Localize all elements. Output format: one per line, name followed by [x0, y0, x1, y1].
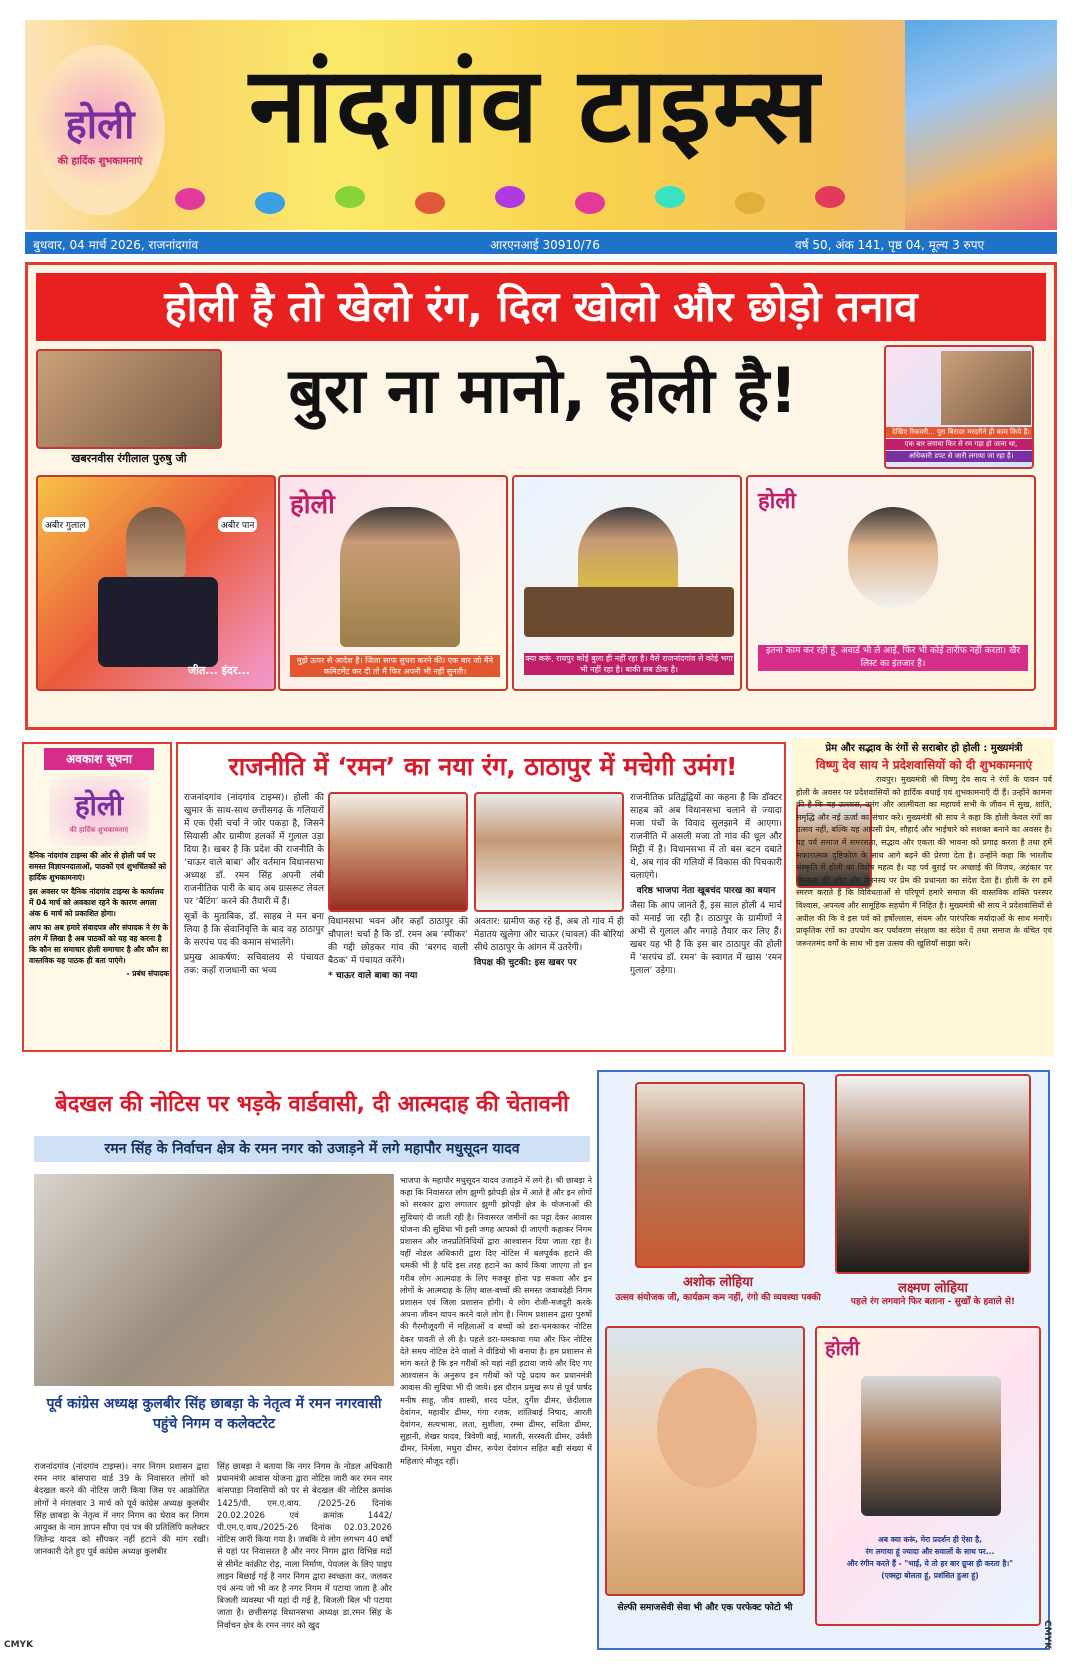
quote-line-4: (एक्स्ट्रा बोलता हूं, प्रशंसित हुआ हूं)	[881, 1571, 979, 1580]
quote-line-1: अब क्या करूं, मेरा प्रदर्शन ही ऐसा है,	[878, 1535, 982, 1544]
cm-headline: विष्णु देव साय ने प्रदेशवासियों को दी शुभकामनाएं	[815, 758, 1033, 772]
protest-photo	[34, 1174, 394, 1386]
color-splash-row	[165, 180, 905, 220]
notice-sign: - प्रबंध संपादक	[126, 969, 169, 978]
notice-body	[29, 850, 169, 979]
holi-logo-text: होली	[65, 102, 135, 148]
section-banner: होली है तो खेलो रंग, दिल खोलो और छोड़ो तनाव	[36, 273, 1046, 341]
holi-logo-sub: की हार्दिक शुभकामनाएं	[57, 156, 143, 167]
raman-mid3: अवतार: ग्रामीण कह रहे हैं, अब तो गांव में ही मेडातय खुलेगा और चाऊर (चावल) की बोरियां सीधे ठाठापुर के आंगन में उतरेंगी।	[474, 917, 624, 953]
card-3-caption: क्या करूं, रायपुर कोई बुला ही नहीं रहा है। वैसे राजनांदगांव से कोई भगा भी नहीं रहा है। बाकी सब ठीक है।	[525, 654, 733, 674]
raman-col-3	[474, 916, 624, 970]
raman-p2: सूत्रों के मुताबिक, डॉ. साहब ने मन बना लिया है कि सेवानिवृत्ति के बाद वह ठाठापुर के सरपंच पद की कमान संभालेंगे।	[184, 912, 324, 948]
meme-card-1	[36, 475, 276, 691]
politician-meme	[884, 345, 1034, 469]
notice-p3: आप का अब हमारे संवादपत्र और संपादक ने रंग के तरंग में लिखा है अब पाठकों को यह वह करना है कि कौन सा समाचार होली समाचार है और कौन सा वास्तविक यह पाठक ही बता पाएंगे।	[29, 923, 169, 965]
raman-mid1: विधानसभा भवन और कहाँ ठाठापुर की चौपाल! चर्चा है कि डॉ. रमन अब ‘स्पीकर’ की गद्दी छोड़कर गांव की ‘बरगद वाली बैठक’ में पंचायत करेंगे।	[328, 917, 468, 966]
raman-headline: राजनीति में ‘रमन’ का नया रंग, ठाठापुर में मचेगी उमंग!	[228, 752, 738, 781]
quote-card-holi: होली	[825, 1336, 860, 1360]
issue-date: बुधवार, 04 मार्च 2026, राजनांदगांव	[33, 238, 199, 252]
eviction-subhead: रमन सिंह के निर्वाचन क्षेत्र के रमन नगर को उजाड़ने में लगे महापौर मधुसूदन यादव	[34, 1136, 590, 1162]
selfie-cartoon	[605, 1326, 805, 1596]
laxman-lohia-caption: पहले रंग लगवाने फिर बताना - सुर्खों के हवाले से!	[850, 1297, 1016, 1307]
masthead	[25, 20, 1057, 230]
radha-krishna-image	[905, 20, 1057, 230]
card-1-caption: जीत... इंदर...	[188, 664, 250, 677]
holi-satire-section	[25, 262, 1057, 730]
raman-story	[176, 742, 786, 1052]
columnist-photo	[36, 349, 222, 449]
card-1-tag-2: अबीर पान	[218, 517, 257, 532]
card-4-caption: इतना काम कर रही हूं, अवार्ड भी ले आई, फिर भी कोई तारीफ नहीं करता। खैर लिस्ट का इंतजार है।	[758, 645, 1028, 671]
holi-quote-card	[815, 1326, 1041, 1626]
main-headline: बुरा ना मानो, होली है!	[288, 354, 798, 427]
card-1-tag-1: अबीर गुलाल	[42, 517, 89, 532]
meme-card-2	[278, 475, 508, 691]
notice-holi-text: होली	[74, 789, 124, 822]
eviction-col-2: सिंह छाबड़ा ने बताया कि नगर निगम के नोडल अधिकारी प्रधानमंत्री आवास योजना द्वारा नोटिस जारी कर रमन नगर बांसपाड़ा निवासियों को पर से बेदखल की नोटिस क्रमांक 1425/पी. एम.ए.वाय. /2025-26 दिनांक 20.02.2026 एवं क्रमांक 1442/पी.एम.ए.वाय./2025-26 दिनांक 02.03.2026 नोटिस जारी किया गया है। जबकि ये लोग लगभग 40 वर्षों से यहां पर निवासरत है और नगर निगम द्वारा विभिन्न मदों से सीमेंट कांक्रीट रोड़, नाला निर्माण, पेयजल के लिए पाइप लाइन बिछाई गई है नगर निगम द्वारा स्वच्छता कर, जलकर एवं अन्य जो भी कर है नगर निगम में पटाया जाता है और बिजली व्यवस्था भी यहां दी गई है, बिजली बिल भी पटाया जाता है। छत्तीसगढ़ विधानसभा अध्यक्ष डा.रमन सिंह के निर्वाचन क्षेत्र के रमन नगर को खुद	[217, 1461, 392, 1630]
raman-p1: राजनांदगांव (नांदगांव टाइम्स)। होली की खुमार के साथ-साथ छत्तीसगढ़ के गलियारों में एक ऐसी चर्चा ने जोर पकड़ा है, जिसने सियासी और ग्रामीण हलकों में गुलाल उड़ा दिया है। खबर है कि प्रदेश की राजनीति के ‘चाऊर वाले बाबा’ और वर्तमान विधानसभा अध्यक्ष डॉ. रमन सिंह अपनी लंबी राजनीतिक पारी के बाद अब ग्रासरूट लेवल पर ‘बैटिंग’ करने की तैयारी में हैं।	[184, 793, 324, 907]
meme-caption-2: एक बार लगाया फिर से रम गड़ा हो जाना था,	[886, 439, 1034, 450]
cm-greeting-story	[792, 738, 1054, 1056]
raman-mid2: * चाऊर वाले बाबा का नया	[328, 971, 418, 981]
eviction-headline: बेदखल की नोटिस पर भड़के वार्डवासी, दी आत्मदाह की चेतावनी	[55, 1092, 569, 1117]
lohia-satire-section	[597, 1070, 1050, 1650]
notice-holi-sub: की हार्दिक शुभकामनाएं	[69, 826, 129, 834]
dateline-bar	[25, 232, 1057, 254]
raman-subhead: वरिष्ठ भाजपा नेता खूबचंद पारख का बयान	[636, 886, 776, 896]
cmyk-mark-right: CMYK	[1042, 1620, 1052, 1650]
eviction-story	[28, 1070, 596, 1650]
raman-p4: राजनीतिक प्रतिद्वंद्वियों का कहना है कि डॉक्टर साहब को अब विधानसभा चलाने से ज्यादा मजा पंचों के विवाद सुलझाने में आएगा। राजनीति में असली मजा तो गांव की धूल और मिट्टी में है। विधानसभा में तो बस बटन दबाते थे, अब गांव की गलियों में विकास की पिचकारी चलाएंगे।	[630, 793, 782, 881]
ashok-lohia-caption: उत्सव संयोजक जी, कार्यक्रम कम नहीं, रंगो की व्यवस्था पक्की	[615, 1293, 821, 1303]
card-4-holi: होली	[758, 489, 796, 514]
raman-p5: जैसा कि आप जानते हैं, इस साल होली 4 मार्च को मनाई जा रही है। ठाठापुर के ग्रामीणों ने अभी से गुलाल और नगाड़े तैयार कर लिए हैं। खबर यह भी है कि इस बार ठाठापुर की होली में ‘सरपंच डॉ. रमन’ के स्वागत में खास ‘रमन गुलाल’ उड़ेगा।	[630, 901, 782, 976]
notice-holi-art	[49, 776, 149, 846]
quote-card-text	[823, 1534, 1037, 1582]
notice-p2: इस अवसर पर दैनिक नांदगांव टाइम्स के कार्यालय में 04 मार्च को अवकाश रहने के कारण अगला अंक 6 मार्च को प्रकाशित होगा।	[29, 887, 164, 918]
kharbachand-photo	[474, 792, 624, 912]
laxman-lohia-name: लक्ष्मण लोहिया	[898, 1281, 968, 1296]
raman-col-4	[630, 792, 782, 978]
newspaper-title: नांदगांव टाइम्स	[249, 44, 821, 166]
cm-body: रायपुर। मुख्यमंत्री श्री विष्णु देव साय ने रंगों के पावन पर्व होली के अवसर पर प्रदेशवासियों को हार्दिक बधाई एवं शुभकामनाएँ दी हैं। उन्होंने कामना की है कि यह उल्लास, उमंग और आत्मीयता का महापर्व सभी के जीवन में सुख, शांति, समृद्धि और नई ऊर्जा का संचार करे। मुख्यमंत्री श्री साय ने कहा कि होली केवल रंगों का उत्सव नहीं, बल्कि यह आपसी प्रेम, सौहार्द और भाईचारे को सशक्त बनाने का अवसर है। यह पर्व समाज में समरसता, सद्भाव और एकता की भावना को प्रगाढ़ करता है तथा हमें सकारात्मक दृष्टिकोण के साथ आगे बढ़ने की प्रेरणा देता है। उन्होंने कहा कि भारतीय संस्कृति में होली का विशेष महत्व है। यह पर्व बुराई पर अच्छाई की विजय, अहंकार पर विनम्रता की जीत और वैमनस्य पर प्रेम की प्रधानता का संदेश देता है। होली के रंग हमें स्मरण कराते हैं कि विविधताओं से परिपूर्ण हमारे समाज की वास्तविक शक्ति परस्पर विश्वास, अपनत्व और सामूहिक सहयोग में निहित है। मुख्यमंत्री श्री साय ने प्रदेशवासियों से अपील की कि वे इस पर्व को हर्षोल्लास, संयम और पारंपरिक मर्यादाओं के साथ मनाएँ। प्राकृतिक रंगों का उपयोग कर पर्यावरण संरक्षण का संदेश दें तथा समाज के वंचित एवं जरूरतमंद वर्गों के साथ भी इस उत्सव की खुशियाँ साझा करें।	[796, 775, 1052, 948]
notice-label: अवकाश सूचना	[44, 748, 154, 770]
cmyk-mark-left: CMYK	[4, 1640, 34, 1650]
card-2-caption: मुझे ऊपर से आदेश है। जिला साफ सुधरा करने की। एक बार जो मैंने कमिटमेंट कर दी तो मैं फिर अपनी भी नहीं सुनती।	[290, 655, 500, 677]
raman-mid4: विपक्ष की चुटकी: इस खबर पर	[474, 958, 577, 968]
meme-card-3	[512, 475, 742, 691]
notice-p1: दैनिक नांदगांव टाइम्स की ओर से होली पर्व पर समस्त विज्ञापनदाताओं, पाठकों एवं शुभचिंतकों को हार्दिक शुभकामनाएं।	[29, 851, 167, 882]
meme-caption-3: अधिकारी डपट से जारी लगाया जा रहा है।	[886, 451, 1034, 462]
eviction-col-1: राजनांदगांव (नांदगांव टाइम्स)। नगर निगम प्रशासन द्वारा रमन नगर बांसपारा वार्ड 39 के निवासरत लोगों को बेदखल करने की नोटिस जारी किया जिस पर आक्रोशित लोगों ने मंगलवार 3 मार्च को पूर्व कांग्रेस अध्यक्ष कुलबीर सिंह छाबड़ा के नेतृत्व में नगर निगम का घेराव कर निगम आयुक्त के नाम ज्ञापन सौंपा एवं पत्र की प्रतिलिपि कलेक्टर जितेन्द्र यादव को सौंपकर नहीं हटाने की मांग रखी। जानकारी देते हुए पूर्व कांग्रेस अध्यक्ष कुलबीर	[34, 1461, 209, 1557]
quote-line-2: रंग लगाया हूं ज्यादा और सवालों के साथ पर...	[865, 1547, 995, 1556]
quote-card-photo	[861, 1376, 1001, 1516]
ashok-lohia-photo	[635, 1082, 805, 1268]
ashok-lohia-name: अशोक लोहिया	[682, 1275, 753, 1290]
raman-p3: प्रमुख आकर्षण: सचिवालय से पंचायत तक: कहाँ राजधानी का भव्य	[184, 953, 324, 976]
meme-card-4	[746, 475, 1036, 691]
issue-info: वर्ष 50, अंक 141, पृष्ठ 04, मूल्य 3 रुपए	[795, 238, 985, 252]
card-2-holi: होली	[290, 490, 335, 520]
raman-singh-photo	[328, 792, 468, 912]
eviction-col-3: भाजपा के महापौर मधुसूदन यादव उजाड़ने में लगे है। श्री छाबड़ा ने कहा कि निवासरत लोग झुग्गी झोपड़ी क्षेत्र में आते है और इन लोगों को सरकार द्वारा लगातार झुग्गी झोपड़ी क्षेत्र के योजनाओं की सुविधाएं दी जाती रही है। निवासरत जमीनों का पट्टा देकर आवास योजना की सुविधा भी इसी जगह आपको दी जाएगी कहाकर निगम प्रशासन और जनप्रतिनिधियों द्वारा आश्वासन दिया जाता रहा है। वहीं नोडल अधिकारी द्वारा दिए नोटिस में बलपूर्वक हटाने की धमकी भी है यदि इस तरह हटाने का कार्य किया जाएगा तो इन गरीब लोग आत्मदाह के लिए मजबूर होना पड़ सकता और इन लोगों के आत्मदाह के लिए बाल-बच्चों की समस्त जवाबदेही निगम प्रशासन एवं जिला प्रशासन होगी। ये लोग रोजी-मजदूरी करके अपना जीवन यापन करने वाले लोग है। निगम प्रशासन द्वारा पुरुषों की गैरमौजूदगी में महिलाओं व बच्चों को डरा-धमकाकर नोटिस देकर पावती ले ली है। पहले डरा-धमकाया गया और फिर नोटिस देते समय नोटिस देने वालों ने वीडियो भी बनाया है। हम प्रशासन से मांग करते है कि इन गरीबों को यहां नहीं हटाया जाये और दिए गए आश्वासन के अनुरूप इन गरीबों को पट्टे प्रदाय कर प्रधानमंत्री आवास की सुविधा भी दी जाये। इस दौरान प्रमुख रूप से पूर्व पार्षद मनीष साहू, जीव शास्त्री, शरद पटेल, दुर्गेश ढीमर, छेदीलाल देवांगन, महावीर ढीमर, गंगा रजक, शांतिबाई निषाद, आरती देवांगन, सत्यभामा, लता, सुशीला, रम्भा ढीमर, सविता ढीमर, सुहानी, शेखर यादव, त्रिवेणी बाई, मालती, सरस्वती ढीमर, उर्वशी ढीमर, निर्मला, मधुरा ढीमर, रूपेश देवांगन सहित बड़ी संख्या में महिलाएं मौजूद रहीं।	[400, 1175, 592, 1466]
holiday-notice-box	[22, 742, 172, 1052]
cm-kicker: प्रेम और सद्भाव के रंगों से सराबोर हो होली : मुख्यमंत्री	[825, 743, 1023, 754]
laxman-lohia-photo	[835, 1074, 1031, 1274]
meme-caption-1: देखिए रिकवरी... पुरा बिरादर मरदरीने ही काम किये हैं।	[886, 427, 1034, 438]
quote-line-3: और रंगीन करते हैं - "भाई, ये तो हर बार ग्रुप्स ही करता है।"	[846, 1559, 1014, 1568]
raman-col-2	[328, 916, 468, 983]
columnist-caption: खबरनवीस रंगीलाल पुरुषु जी	[71, 452, 187, 465]
raman-col-1	[184, 792, 324, 978]
protest-photo-caption: पूर्व कांग्रेस अध्यक्ष कुलबीर सिंह छाबड़ा के नेतृत्व में रमन नगरवासी पहुंचे निगम व कलेक्टरेट	[46, 1396, 382, 1432]
rni-number: आरएनआई 30910/76	[490, 238, 600, 252]
holi-logo	[35, 45, 165, 215]
selfie-caption: सेल्फी समाजसेवी सेवा भी और एक परफेक्ट फोटो भी	[617, 1603, 793, 1613]
